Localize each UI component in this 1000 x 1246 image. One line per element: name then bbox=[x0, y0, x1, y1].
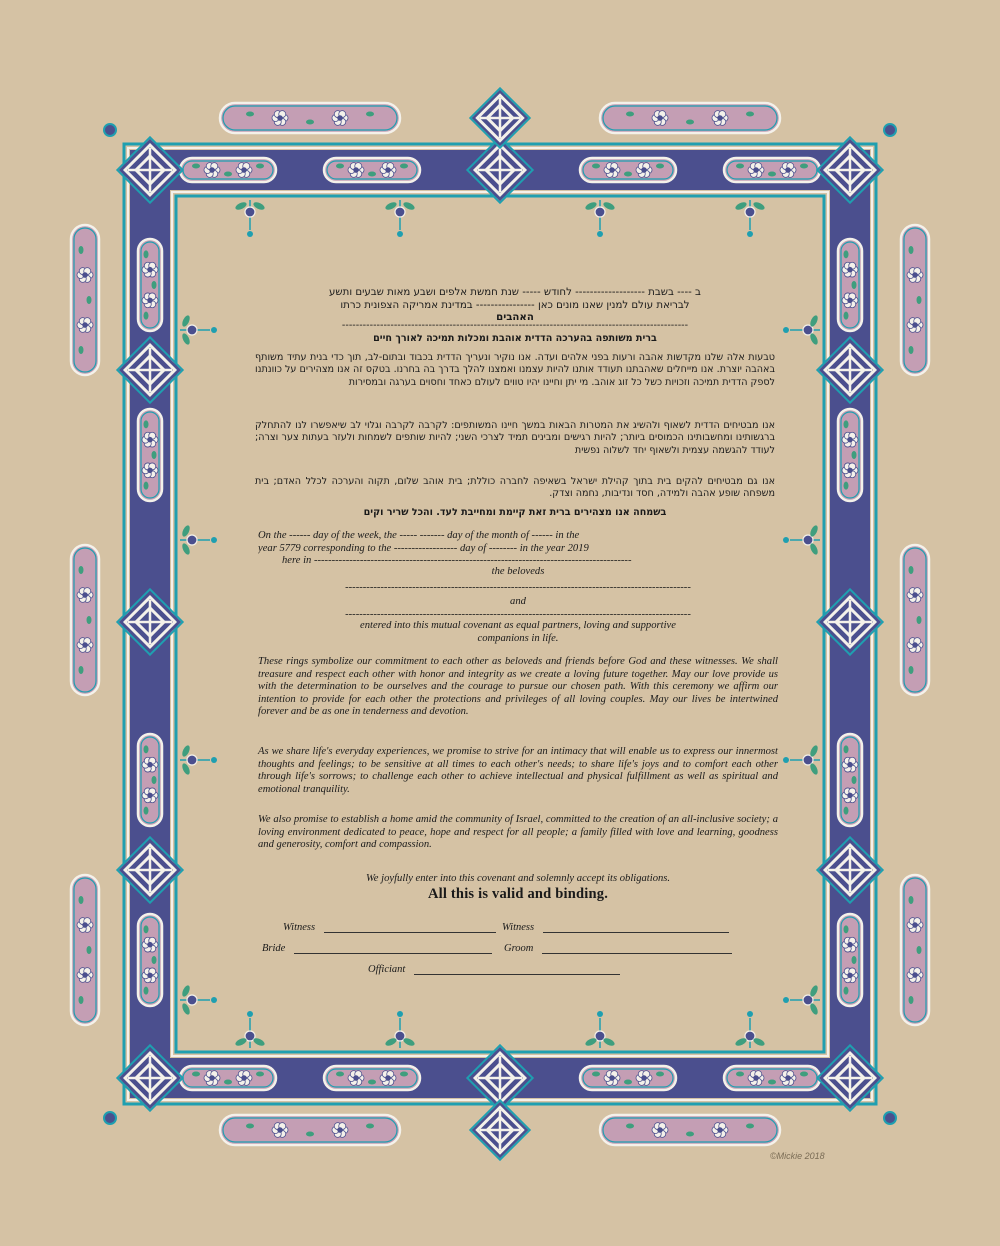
officiant-field[interactable] bbox=[368, 964, 620, 975]
hebrew-covenant-title: ברית משותפה בהערכה הדדית אוהבת ומכלות תמיכה לאורך חיים bbox=[373, 333, 657, 344]
bride-label: Bride bbox=[262, 943, 286, 954]
scroll-cartouche-icon bbox=[901, 225, 929, 375]
entered-line-1: entered into this mutual covenant as equal partners, loving and supportive bbox=[360, 620, 676, 631]
fleur-drop-icon bbox=[180, 744, 217, 775]
scroll-cartouche-icon bbox=[901, 875, 929, 1025]
fleur-drop-icon bbox=[180, 984, 217, 1015]
english-paragraph-1: These rings symbolize our commitment to each other as beloveds and friends before God and these witnesses. We shall treasure and respect each other with honor and integrity as we create a loving future together. May our love provide us with the determination to be ourselves and the courage to pursue our chosen path. With this ceremony we affirm our intention to provide for each other the protections and privileges of all loving couples. May our lives be intertwined forever and be as one in tenderness and devotion. bbox=[258, 656, 778, 718]
witness-2-line[interactable] bbox=[543, 922, 729, 933]
flower-rosette-icon bbox=[142, 757, 158, 772]
date-line-2: year 5779 corresponding to the ------------------ day of -------- in the year 2019 bbox=[258, 542, 589, 554]
fleur-drop-icon bbox=[384, 1011, 415, 1048]
flower-rosette-icon bbox=[636, 163, 652, 178]
flower-rosette-icon bbox=[142, 937, 158, 952]
and-label: and bbox=[510, 596, 526, 607]
groom-line[interactable] bbox=[542, 943, 732, 954]
witness-2-label: Witness bbox=[502, 922, 535, 933]
flower-rosette-icon bbox=[604, 163, 620, 178]
bride-field[interactable] bbox=[262, 943, 492, 954]
hebrew-paragraph-2: אנו מבטיחים הדדית לשאוף ולהשיג את המטרות הבאות במשך חיינו המשותפים: לקרבה לקרבה וגלוי לב שיאפשרו לנו להתחלק ברגשותינו ומחשבותינו הכמוסים ביותר; להיות רגישים ומבינים תמיד לצרכי השני; להיות שותפים לשמחות ולעזר בעתות צער וצרה; לעודד להגשמה עצמית ולשאוף יחד לשלוה נפשית bbox=[255, 420, 775, 456]
date-line-1: On the ------ day of the week, the ----- ------- day of the month of ------ in the bbox=[258, 530, 580, 541]
flower-rosette-icon bbox=[204, 163, 220, 178]
fleur-drop-icon bbox=[783, 744, 820, 775]
scroll-cartouche-icon bbox=[71, 875, 99, 1025]
flower-rosette-icon bbox=[380, 163, 396, 178]
scroll-cartouche-icon bbox=[838, 409, 862, 501]
flower-rosette-icon bbox=[907, 588, 923, 603]
officiant-label: Officiant bbox=[368, 964, 406, 975]
celtic-knot-icon bbox=[470, 1100, 529, 1159]
scroll-cartouche-icon bbox=[138, 914, 162, 1006]
scroll-cartouche-icon bbox=[138, 734, 162, 826]
flower-rosette-icon bbox=[842, 432, 858, 447]
closing-statement: We joyfully enter into this covenant and solemnly accept its obligations. bbox=[365, 873, 671, 884]
hebrew-paragraph-1: טבעות אלה שלנו מקדשות אהבה ורעות בפני אלהים ועדה. אנו נוקיר ונעריך הדדית בכבוד ובתום-לב, תוך כדי בנית עתיד משותף באהבה יוצרת. אנו מייחלים שאהבתנו תעודד אותנו להיות עצמנו ואמצנו להלך בדרך בה בחרנו. בטקס זה אנו מצהירים על כוונתנו לספק הדדית תמיכה וזכויות כשל כל זוג אוהב. מי יתן וחיינו יהיו טווים לעולם כאחד וחסוים בערגה ובמסירות bbox=[255, 352, 775, 388]
flower-rosette-icon bbox=[712, 111, 728, 126]
scroll-cartouche-icon bbox=[838, 914, 862, 1006]
hebrew-opening-line2: לבריאת עולם למנין שאנו מונים כאן ---------------- במדינת אמריקה הצפונית כרתו bbox=[340, 299, 690, 311]
dash-line-1: -------------------------------------------------------------------------------------------------- bbox=[345, 582, 691, 593]
flower-rosette-icon bbox=[236, 1071, 252, 1086]
flower-rosette-icon bbox=[77, 318, 93, 333]
flower-rosette-icon bbox=[652, 1123, 668, 1138]
flower-rosette-icon bbox=[142, 968, 158, 983]
flower-rosette-icon bbox=[780, 163, 796, 178]
flower-rosette-icon bbox=[842, 262, 858, 277]
hebrew-beloveds: האהבים bbox=[496, 312, 534, 324]
scroll-cartouche-icon bbox=[600, 1115, 780, 1145]
scroll-cartouche-icon bbox=[71, 545, 99, 695]
flower-rosette-icon bbox=[712, 1123, 728, 1138]
flower-rosette-icon bbox=[842, 937, 858, 952]
scroll-cartouche-icon bbox=[838, 239, 862, 331]
flower-rosette-icon bbox=[204, 1071, 220, 1086]
english-date-block bbox=[258, 530, 778, 568]
flower-rosette-icon bbox=[842, 968, 858, 983]
flower-rosette-icon bbox=[332, 1123, 348, 1138]
scroll-cartouche-icon bbox=[724, 158, 820, 182]
fleur-drop-icon bbox=[104, 124, 116, 136]
scroll-cartouche-icon bbox=[180, 1066, 276, 1090]
flower-rosette-icon bbox=[636, 1071, 652, 1086]
scroll-cartouche-icon bbox=[901, 545, 929, 695]
flower-rosette-icon bbox=[748, 1071, 764, 1086]
bride-line[interactable] bbox=[294, 943, 492, 954]
flower-rosette-icon bbox=[907, 968, 923, 983]
flower-rosette-icon bbox=[272, 111, 288, 126]
flower-rosette-icon bbox=[348, 163, 364, 178]
flower-rosette-icon bbox=[142, 293, 158, 308]
fleur-drop-icon bbox=[783, 524, 820, 555]
hebrew-separator: ---------------------------------------------------------------------------------------------------- bbox=[341, 320, 689, 331]
flower-rosette-icon bbox=[142, 432, 158, 447]
flower-rosette-icon bbox=[907, 918, 923, 933]
flower-rosette-icon bbox=[348, 1071, 364, 1086]
english-paragraph-2: As we share life's everyday experiences, we promise to strive for an intimacy that will enable us to express our innermost thoughts and feelings; to be sensitive at all times to each other's needs; to share life's joys and to comfort each other through life's sorrows; to challenge each other to achieve intellectual and physical fulfillment as well as spiritual and emotional tranquility. bbox=[258, 746, 778, 795]
flower-rosette-icon bbox=[907, 268, 923, 283]
fleur-drop-icon bbox=[384, 200, 415, 237]
fleur-drop-icon bbox=[734, 200, 765, 237]
flower-rosette-icon bbox=[842, 463, 858, 478]
officiant-line[interactable] bbox=[414, 964, 620, 975]
scroll-cartouche-icon bbox=[724, 1066, 820, 1090]
witness-1-line[interactable] bbox=[324, 922, 496, 933]
flower-rosette-icon bbox=[842, 788, 858, 803]
fleur-drop-icon bbox=[734, 1011, 765, 1048]
flower-rosette-icon bbox=[907, 318, 923, 333]
scroll-cartouche-icon bbox=[71, 225, 99, 375]
fleur-drop-icon bbox=[884, 124, 896, 136]
fleur-drop-icon bbox=[584, 1011, 615, 1048]
flower-rosette-icon bbox=[77, 268, 93, 283]
scroll-cartouche-icon bbox=[580, 1066, 676, 1090]
flower-rosette-icon bbox=[907, 638, 923, 653]
flower-rosette-icon bbox=[780, 1071, 796, 1086]
flower-rosette-icon bbox=[142, 788, 158, 803]
flower-rosette-icon bbox=[142, 262, 158, 277]
flower-rosette-icon bbox=[77, 968, 93, 983]
hebrew-closing: בשמחה אנו מצהירים ברית זאת קיימת ומחייבת לעד. והכל שריר וקים bbox=[363, 507, 667, 518]
scroll-cartouche-icon bbox=[220, 103, 400, 133]
flower-rosette-icon bbox=[332, 111, 348, 126]
flower-rosette-icon bbox=[272, 1123, 288, 1138]
entered-line-2: companions in life. bbox=[477, 632, 559, 644]
artist-credit: ©Mickie 2018 bbox=[770, 1151, 825, 1161]
valid-and-binding: All this is valid and binding. bbox=[427, 886, 609, 902]
fleur-drop-icon bbox=[884, 1112, 896, 1124]
witness-2-field[interactable] bbox=[502, 922, 729, 933]
scroll-cartouche-icon bbox=[600, 103, 780, 133]
fleur-drop-icon bbox=[783, 984, 820, 1015]
fleur-drop-icon bbox=[234, 200, 265, 237]
flower-rosette-icon bbox=[77, 588, 93, 603]
flower-rosette-icon bbox=[142, 463, 158, 478]
witness-1-field[interactable] bbox=[283, 922, 496, 933]
fleur-drop-icon bbox=[584, 200, 615, 237]
witness-1-label: Witness bbox=[283, 922, 316, 933]
flower-rosette-icon bbox=[842, 293, 858, 308]
groom-field[interactable] bbox=[504, 943, 732, 954]
scroll-cartouche-icon bbox=[138, 409, 162, 501]
flower-rosette-icon bbox=[652, 111, 668, 126]
flower-rosette-icon bbox=[604, 1071, 620, 1086]
flower-rosette-icon bbox=[748, 163, 764, 178]
hebrew-paragraph-3: אנו גם מבטיחים להקים בית בתוך קהילת ישראל בשאיפה לחברה כוללת; בית אוהב שלום, תקוה והערכה לכלל האדם; בית משפחה שופע אהבה ולמידה, חסד ונדיבות, נחמה וצדק. bbox=[255, 476, 775, 500]
fleur-drop-icon bbox=[783, 314, 820, 345]
scroll-cartouche-icon bbox=[580, 158, 676, 182]
dash-line-2: -------------------------------------------------------------------------------------------------- bbox=[345, 609, 691, 620]
scroll-cartouche-icon bbox=[138, 239, 162, 331]
fleur-drop-icon bbox=[180, 314, 217, 345]
flower-rosette-icon bbox=[77, 638, 93, 653]
scroll-cartouche-icon bbox=[324, 158, 420, 182]
fleur-drop-icon bbox=[234, 1011, 265, 1048]
flower-rosette-icon bbox=[77, 918, 93, 933]
the-beloveds: the beloveds bbox=[491, 566, 545, 577]
celtic-knot-icon bbox=[470, 88, 529, 147]
flower-rosette-icon bbox=[842, 757, 858, 772]
here-in-line: here in ------------------------------------------------------------------------------------------ bbox=[282, 555, 632, 567]
entered-statement bbox=[258, 620, 778, 645]
hebrew-opening-line1: ב ---- בשבת ------------------- לחודש ----- שנת חמשת אלפים ושבע מאות שבעים ותשע bbox=[329, 287, 701, 298]
scroll-cartouche-icon bbox=[324, 1066, 420, 1090]
english-paragraph-3: We also promise to establish a home amid the community of Israel, committed to the creation of an all-inclusive society; a loving environment dedicated to peace, hope and respect for all people; a family filled with love and learning, goodness and generosity, comfort and compassion. bbox=[258, 814, 778, 851]
flower-rosette-icon bbox=[236, 163, 252, 178]
scroll-cartouche-icon bbox=[220, 1115, 400, 1145]
fleur-drop-icon bbox=[180, 524, 217, 555]
scroll-cartouche-icon bbox=[180, 158, 276, 182]
groom-label: Groom bbox=[504, 943, 534, 954]
flower-rosette-icon bbox=[380, 1071, 396, 1086]
scroll-cartouche-icon bbox=[838, 734, 862, 826]
fleur-drop-icon bbox=[104, 1112, 116, 1124]
